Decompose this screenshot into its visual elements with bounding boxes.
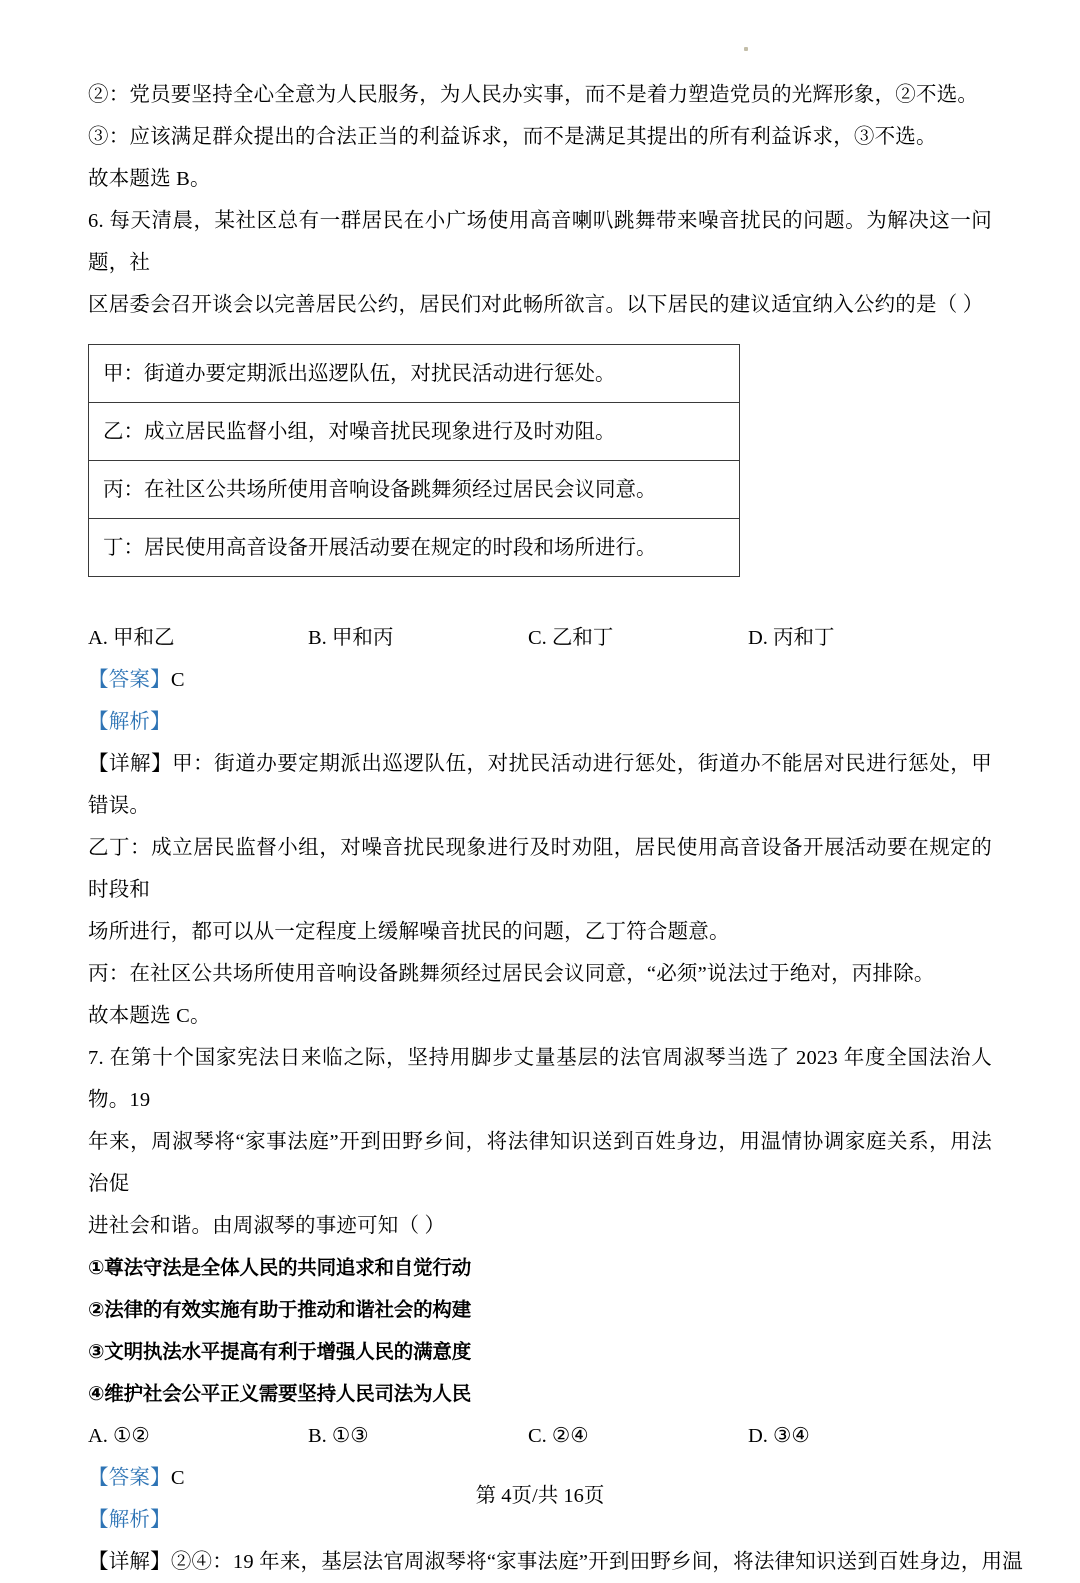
answer-marker: 【答案】 (88, 1467, 171, 1489)
question6-detail-line2: 乙丁：成立居民监督小组，对噪音扰民现象进行及时劝阻，居民使用高音设备开展活动要在规定的时段和 (88, 837, 992, 901)
table-cell-ding: 丁：居民使用高音设备开展活动要在规定的时段和场所进行。 (89, 519, 740, 577)
question7-statement-2: ②法律的有效实施有助于推动和谐社会的构建 (88, 1298, 472, 1321)
table-row (89, 519, 740, 577)
question6-detail-text1: 甲：街道办要定期派出巡逻队伍，对扰民活动进行惩处，街道办不能居对民进行惩处，甲错误。 (88, 753, 992, 817)
question7-options (88, 1415, 992, 1457)
question7-statement-3: ③文明执法水平提高有利于增强人民的满意度 (88, 1340, 472, 1363)
question7-stem-line1: 7. 在第十个国家宪法日来临之际，坚持用脚步丈量基层的法官周淑琴当选了 2023 年度全国法治人物。19 (88, 1047, 992, 1111)
question7-option-d[interactable]: D. ③④ (748, 1425, 810, 1447)
question7-statement-4: ④维护社会公平正义需要坚持人民司法为人民 (88, 1382, 472, 1405)
prev-explanation-line-3: ③：应该满足群众提出的合法正当的利益诉求，而不是满足其提出的所有利益诉求，③不选。 (88, 126, 937, 148)
scan-artifact-speck (744, 47, 748, 51)
question6-answer (88, 659, 992, 701)
question6-detail-line3: 场所进行，都可以从一定程度上缓解噪音扰民的问题，乙丁符合题意。 (88, 921, 730, 943)
question7-option-b[interactable]: B. ①③ (308, 1425, 369, 1447)
prev-explanation-line-2: ②：党员要坚持全心全意为人民服务，为人民办实事，而不是着力塑造党员的光辉形象，②不选。 (88, 84, 979, 106)
analysis-marker: 【解析】 (88, 711, 171, 733)
table-cell-yi: 乙：成立居民监督小组，对噪音扰民现象进行及时劝阻。 (89, 403, 740, 461)
detail-marker: 【详解】 (88, 753, 173, 775)
question6-conclusion: 故本题选 C。 (88, 1005, 211, 1027)
table-cell-bing: 丙：在社区公共场所使用音响设备跳舞须经过居民会议同意。 (89, 461, 740, 519)
question7-stem-line2: 年来，周淑琴将“家事法庭”开到田野乡间，将法律知识送到百姓身边，用温情协调家庭关系，用法治促 (88, 1131, 992, 1195)
page-footer: 第 4页/共 16页 (475, 1485, 605, 1507)
question7-option-c[interactable]: C. ②④ (528, 1425, 589, 1447)
table-row (89, 403, 740, 461)
question7-answer-value: C (170, 1467, 185, 1489)
table-row (89, 461, 740, 519)
question7-option-a[interactable]: A. ①② (88, 1425, 150, 1447)
table-cell-jia: 甲：街道办要定期派出巡逻队伍，对扰民活动进行惩处。 (89, 345, 740, 403)
question6-detail-line1 (88, 743, 992, 827)
question6-answer-value: C (170, 669, 185, 691)
analysis-marker: 【解析】 (88, 1509, 171, 1531)
table-row (89, 345, 740, 403)
question6-suggestion-table (88, 344, 740, 577)
prev-explanation-conclusion: 故本题选 B。 (88, 168, 211, 190)
question6-stem-line2: 区居委会召开谈会以完善居民公约，居民们对此畅所欲言。以下居民的建议适宜纳入公约的是（ ） (88, 294, 984, 316)
page-content (88, 74, 1023, 1583)
question6-option-d[interactable]: D. 丙和丁 (748, 627, 835, 649)
question6-analysis-marker-line (88, 701, 992, 743)
question6-options (88, 617, 992, 659)
question7-detail-line1 (88, 1541, 1023, 1583)
question6-option-c[interactable]: C. 乙和丁 (528, 627, 614, 649)
answer-marker: 【答案】 (88, 669, 171, 691)
question7-detail-text1: ②④：19 年来，基层法官周淑琴将“家事法庭”开到田野乡间，将法律知识送到百姓身边，用温 (170, 1551, 1023, 1573)
detail-marker: 【详解】 (88, 1551, 171, 1573)
question6-option-b[interactable]: B. 甲和丙 (308, 627, 394, 649)
question6-stem-line1: 6. 每天清晨，某社区总有一群居民在小广场使用高音喇叭跳舞带来噪音扰民的问题。为解决这一问题，社 (88, 210, 992, 274)
question6-detail-line4: 丙：在社区公共场所使用音响设备跳舞须经过居民会议同意，“必须”说法过于绝对，丙排除。 (88, 963, 935, 985)
question7-statement-1: ①尊法守法是全体人民的共同追求和自觉行动 (88, 1256, 472, 1279)
question7-stem-line3: 进社会和谐。由周淑琴的事迹可知（ ） (88, 1215, 446, 1237)
question6-option-a[interactable]: A. 甲和乙 (88, 627, 175, 649)
